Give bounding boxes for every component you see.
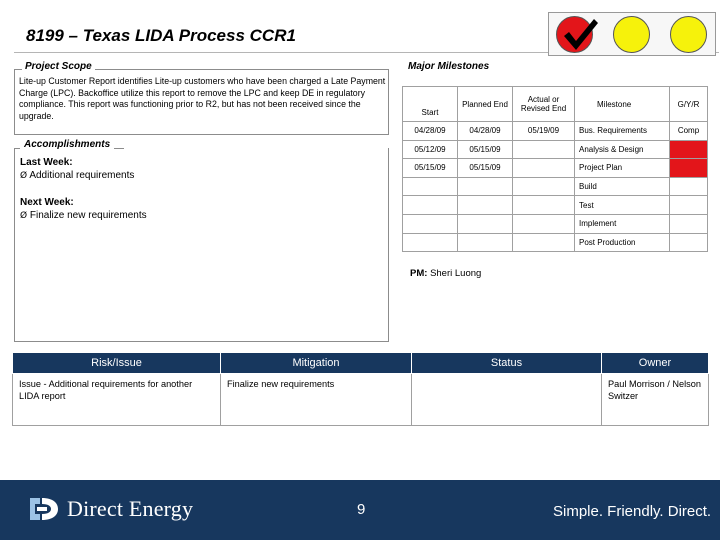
milestone-row	[403, 122, 708, 141]
milestone-start-cell	[403, 177, 458, 196]
check-icon	[560, 17, 600, 53]
milestone-actual-end-cell	[513, 233, 575, 252]
footer-slogan: Simple. Friendly. Direct.	[553, 503, 712, 520]
next-week-text: Finalize new requirements	[29, 210, 147, 221]
milestone-gyr-cell	[670, 214, 708, 233]
milestone-row	[403, 214, 708, 233]
milestone-gyr-cell	[670, 196, 708, 215]
last-week-item	[20, 170, 134, 181]
bullet-arrow-icon: Ø	[20, 211, 28, 221]
risk-row	[13, 374, 709, 426]
last-week-text: Additional requirements	[29, 170, 135, 181]
accomplishments-gap	[124, 148, 388, 149]
milestone-row	[403, 177, 708, 196]
yellow-status-light	[613, 16, 650, 53]
milestone-actual-end-cell	[513, 214, 575, 233]
col-owner: Owner	[602, 353, 709, 374]
owner-cell: Paul Morrison / Nelson Switzer	[602, 374, 709, 426]
milestone-name-cell: Bus. Requirements	[575, 122, 670, 141]
milestone-name-cell: Post Production	[575, 233, 670, 252]
risk-table	[12, 352, 709, 426]
milestone-start-cell	[403, 214, 458, 233]
col-planned-end: Planned End	[458, 87, 513, 122]
milestone-start-cell: 05/12/09	[403, 140, 458, 159]
milestone-name-cell: Build	[575, 177, 670, 196]
mitigation-cell: Finalize new requirements	[221, 374, 412, 426]
milestone-name-cell: Test	[575, 196, 670, 215]
milestone-planned-end-cell	[458, 233, 513, 252]
status-cell	[412, 374, 602, 426]
next-week-heading: Next Week:	[20, 197, 74, 208]
milestone-planned-end-cell	[458, 196, 513, 215]
col-mitigation: Mitigation	[221, 353, 412, 374]
milestone-planned-end-cell: 04/28/09	[458, 122, 513, 141]
risk-cell: Issue - Additional requirements for another LIDA report	[13, 374, 221, 426]
milestone-start-cell: 04/28/09	[403, 122, 458, 141]
milestone-row	[403, 140, 708, 159]
milestone-planned-end-cell	[458, 214, 513, 233]
major-milestones-label: Major Milestones	[408, 61, 490, 72]
page-title: 8199 – Texas LIDA Process CCR1	[26, 26, 296, 45]
col-milestone: Milestone	[575, 87, 670, 122]
footer-brand: Direct Energy	[67, 496, 194, 521]
milestone-actual-end-cell	[513, 159, 575, 178]
yellow-status-light-2	[670, 16, 707, 53]
last-week-heading: Last Week:	[20, 157, 73, 168]
bullet-arrow-icon: Ø	[20, 171, 28, 181]
direct-energy-logo-icon	[27, 494, 61, 524]
project-scope-text: Lite-up Customer Report identifies Lite-up customers who have been charged a Late Payment Charge (LPC). Backoffice utilize this report to remove the LPC and keep DE in regulatory compliance. This report was functioning prior to R2, but has not been received since the upgrade.	[19, 76, 386, 121]
footer-bar	[0, 480, 720, 540]
milestone-actual-end-cell: 05/19/09	[513, 122, 575, 141]
col-start: Start	[403, 87, 458, 122]
milestone-start-cell	[403, 196, 458, 215]
col-risk: Risk/Issue	[13, 353, 221, 374]
project-manager	[410, 268, 481, 279]
milestone-gyr-cell	[670, 140, 708, 159]
milestone-row	[403, 196, 708, 215]
milestone-gyr-cell: Comp	[670, 122, 708, 141]
milestone-planned-end-cell: 05/15/09	[458, 159, 513, 178]
milestone-name-cell: Project Plan	[575, 159, 670, 178]
project-scope-label: Project Scope	[22, 61, 95, 72]
milestone-row	[403, 233, 708, 252]
risk-header-row	[13, 353, 709, 374]
milestone-actual-end-cell	[513, 140, 575, 159]
col-actual-end: Actual or Revised End	[513, 87, 575, 122]
milestone-gyr-cell	[670, 177, 708, 196]
milestone-name-cell: Analysis & Design	[575, 140, 670, 159]
milestone-start-cell	[403, 233, 458, 252]
milestone-actual-end-cell	[513, 196, 575, 215]
milestone-name-cell: Implement	[575, 214, 670, 233]
milestones-header-row	[403, 87, 708, 122]
col-gyr: G/Y/R	[670, 87, 708, 122]
milestone-planned-end-cell	[458, 177, 513, 196]
milestone-gyr-cell	[670, 233, 708, 252]
pm-label: PM:	[410, 268, 428, 279]
milestone-gyr-cell	[670, 159, 708, 178]
next-week-item	[20, 210, 147, 221]
status-lights	[548, 12, 716, 56]
milestone-start-cell: 05/15/09	[403, 159, 458, 178]
pm-name: Sheri Luong	[430, 268, 482, 279]
col-status: Status	[412, 353, 602, 374]
page-number: 9	[357, 501, 366, 518]
milestones-table	[402, 86, 708, 252]
milestone-actual-end-cell	[513, 177, 575, 196]
accomplishments-label: Accomplishments	[20, 139, 114, 150]
milestone-planned-end-cell: 05/15/09	[458, 140, 513, 159]
milestone-row	[403, 159, 708, 178]
